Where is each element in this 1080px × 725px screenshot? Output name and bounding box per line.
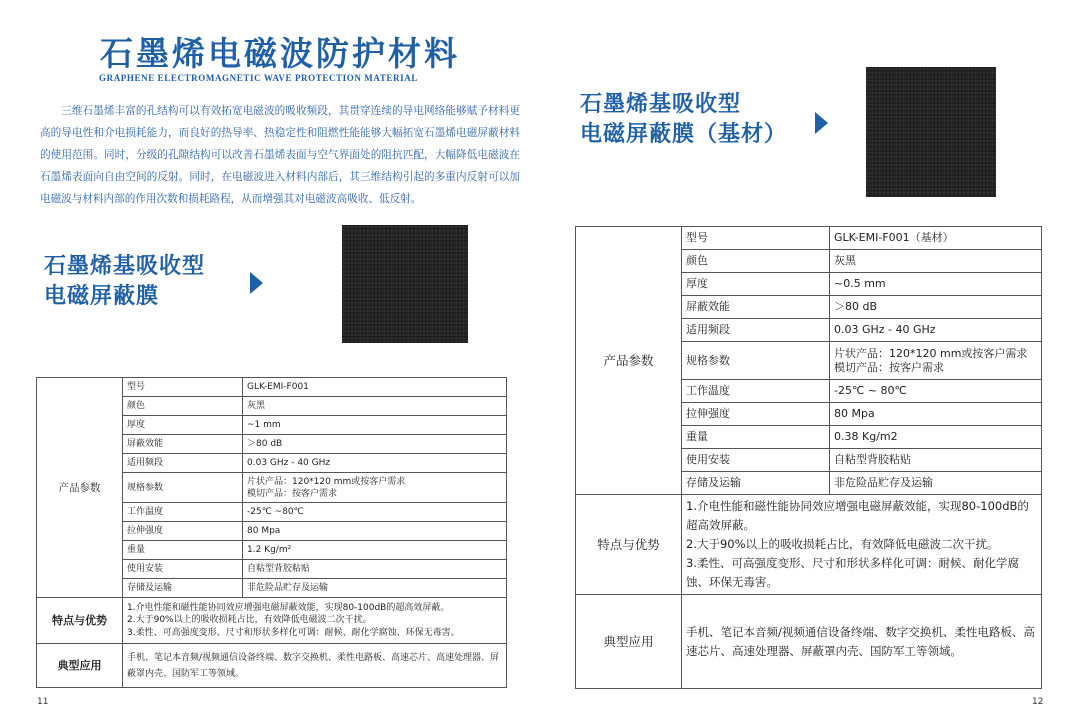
feature-item: 3.柔性、可高强度变形、尺寸和形状多样化可调：耐候、耐化学腐蚀、环保无毒害。 xyxy=(127,627,460,638)
page-title: 石墨烯电磁波防护材料 xyxy=(100,34,460,73)
param-key: 重量 xyxy=(682,426,830,449)
param-key: 适用频段 xyxy=(123,454,243,473)
group-label-params: 产品参数 xyxy=(37,378,123,598)
feature-item: 3.柔性、可高强度变形、尺寸和形状多样化可调：耐候、耐化学腐蚀、环保无毒害。 xyxy=(686,556,1019,589)
param-value: GLK-EMI-F001（基材） xyxy=(830,227,1042,250)
product-heading-right xyxy=(580,90,787,150)
param-value: 非危险品贮存及运输 xyxy=(243,579,507,598)
param-value: 自粘型背胶粘贴 xyxy=(243,560,507,579)
param-key: 颜色 xyxy=(123,397,243,416)
param-value xyxy=(830,342,1042,380)
param-key: 拉伸强度 xyxy=(682,403,830,426)
param-value: ~1 mm xyxy=(243,416,507,435)
param-value: 80 Mpa xyxy=(830,403,1042,426)
param-key: 适用频段 xyxy=(682,319,830,342)
param-key: 存储及运输 xyxy=(123,579,243,598)
param-value: 灰黑 xyxy=(243,397,507,416)
page-number: 11 xyxy=(37,697,49,707)
param-value: ~0.5 mm xyxy=(830,273,1042,296)
param-value: 80 Mpa xyxy=(243,522,507,541)
group-label-features: 特点与优势 xyxy=(576,495,682,595)
param-value: GLK-EMI-F001 xyxy=(243,378,507,397)
param-key: 颜色 xyxy=(682,250,830,273)
product-heading-left xyxy=(44,252,205,312)
group-label-applications: 典型应用 xyxy=(37,644,123,688)
param-value: -25℃ ~80℃ xyxy=(243,503,507,522)
param-key: 使用安装 xyxy=(682,449,830,472)
param-key: 拉伸强度 xyxy=(123,522,243,541)
param-value: -25℃ ~ 80℃ xyxy=(830,380,1042,403)
param-value: 灰黑 xyxy=(830,250,1042,273)
page-number: 12 xyxy=(1032,697,1044,707)
product-heading-line-2: 电磁屏蔽膜 xyxy=(44,284,160,309)
param-key: 使用安装 xyxy=(123,560,243,579)
param-key: 存储及运输 xyxy=(682,472,830,495)
param-value: 1.2 Kg/m² xyxy=(243,541,507,560)
param-key: 工作温度 xyxy=(123,503,243,522)
param-value: 非危险品贮存及运输 xyxy=(830,472,1042,495)
param-value-line: 模切产品：按客户需求 xyxy=(247,488,338,499)
product-sample-image xyxy=(342,225,468,343)
feature-item: 2.大于90%以上的吸收损耗占比，有效降低电磁波二次干扰。 xyxy=(127,615,372,626)
param-key: 厚度 xyxy=(123,416,243,435)
param-key: 重量 xyxy=(123,541,243,560)
param-key: 规格参数 xyxy=(682,342,830,380)
spec-table-left xyxy=(36,377,507,688)
param-value: ＞80 dB xyxy=(243,435,507,454)
product-sample-image xyxy=(866,67,996,197)
table-row xyxy=(37,598,507,644)
feature-item: 1.介电性能和磁性能协同效应增强电磁屏蔽效能，实现80-100dB的超高效屏蔽。 xyxy=(127,602,450,613)
triangle-right-icon xyxy=(815,112,828,134)
table-row xyxy=(576,495,1042,595)
features-text xyxy=(682,495,1042,595)
features-text xyxy=(123,598,507,644)
param-key: 屏蔽效能 xyxy=(682,296,830,319)
feature-item: 1.介电性能和磁性能协同效应增强电磁屏蔽效能，实现80-100dB的超高效屏蔽。 xyxy=(686,499,1029,532)
product-heading-line-1: 石墨烯基吸收型 xyxy=(580,92,742,117)
page-subtitle-en: GRAPHENE ELECTROMAGNETIC WAVE PROTECTION MATERIAL xyxy=(99,73,418,83)
param-value: ＞80 dB xyxy=(830,296,1042,319)
param-value: 0.03 GHz - 40 GHz xyxy=(243,454,507,473)
intro-paragraph: 三维石墨烯丰富的孔结构可以有效拓宽电磁波的吸收频段，其贯穿连续的导电网络能够赋予材料更高的导电性和介电损耗能力，而良好的热导率、热稳定性和阻燃性能能够大幅拓宽石墨烯电磁屏蔽材料的使用范围。同时，分级的孔隙结构可以改善石墨烯表面与空气界面处的阻抗匹配，大幅降低电磁波在石墨烯表面向自由空间的反射。同时，在电磁波进入材料内部后，其三维结构引起的多重内反射可以加电磁波与材料内部的作用次数和损耗路程，从而增强其对电磁波高吸收、低反射。 xyxy=(40,105,520,205)
param-key: 型号 xyxy=(123,378,243,397)
param-key: 规格参数 xyxy=(123,473,243,503)
table-row xyxy=(37,644,507,688)
param-key: 厚度 xyxy=(682,273,830,296)
param-key: 工作温度 xyxy=(682,380,830,403)
spec-table-right xyxy=(575,226,1042,689)
param-key: 屏蔽效能 xyxy=(123,435,243,454)
applications-text: 手机、笔记本音频/视频通信设备终端、数字交换机、柔性电路板、高速芯片、高速处理器、屏蔽罩内壳、国防军工等领域。 xyxy=(682,595,1042,689)
param-value xyxy=(243,473,507,503)
table-row xyxy=(37,378,507,397)
feature-item: 2.大于90%以上的吸收损耗占比，有效降低电磁波二次干扰。 xyxy=(686,537,999,551)
table-row xyxy=(576,227,1042,250)
param-value-line: 片状产品：120*120 mm或按客户需求 xyxy=(247,476,406,487)
product-heading-line-2: 电磁屏蔽膜（基材） xyxy=(580,122,788,147)
triangle-right-icon xyxy=(250,272,263,294)
applications-text: 手机、笔记本音频/视频通信设备终端、数字交换机、柔性电路板、高速芯片、高速处理器、屏蔽罩内壳、国防军工等领域。 xyxy=(123,644,507,688)
param-value: 0.38 Kg/m2 xyxy=(830,426,1042,449)
param-value-line: 片状产品：120*120 mm或按客户需求 xyxy=(834,346,1028,360)
param-value: 0.03 GHz - 40 GHz xyxy=(830,319,1042,342)
product-heading-line-1: 石墨烯基吸收型 xyxy=(44,254,206,279)
group-label-applications: 典型应用 xyxy=(576,595,682,689)
group-label-features: 特点与优势 xyxy=(37,598,123,644)
table-row xyxy=(576,595,1042,689)
param-key: 型号 xyxy=(682,227,830,250)
param-value: 自粘型背胶粘贴 xyxy=(830,449,1042,472)
group-label-params: 产品参数 xyxy=(576,227,682,495)
param-value-line: 模切产品：按客户需求 xyxy=(834,360,944,374)
